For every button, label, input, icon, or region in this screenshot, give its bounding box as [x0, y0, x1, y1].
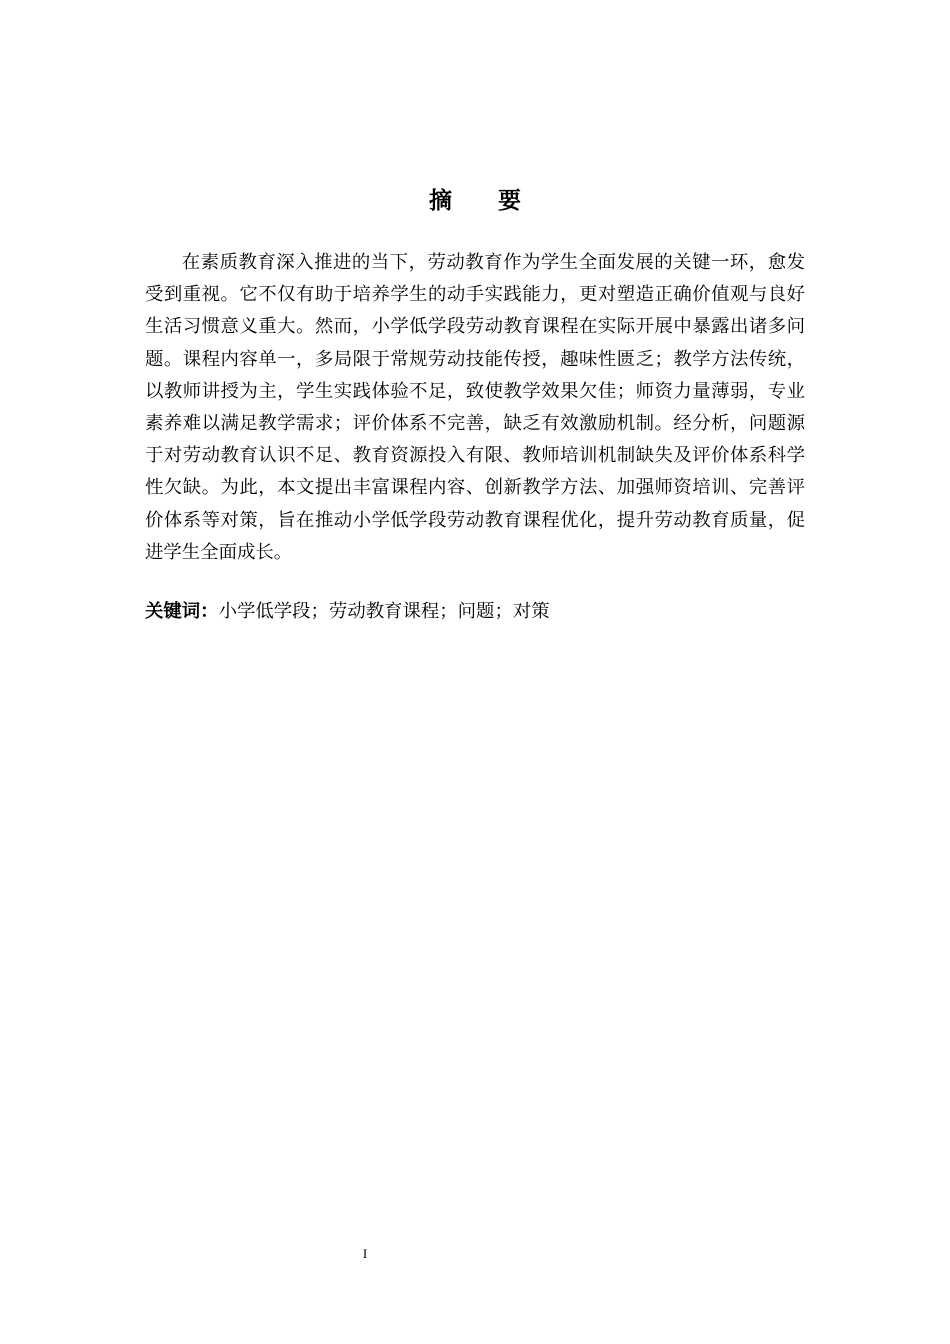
keywords-line [145, 598, 805, 626]
title-char-1: 摘 [429, 188, 452, 214]
abstract-paragraph: 在素质教育深入推进的当下，劳动教育作为学生全面发展的关键一环，愈发受到重视。它不仅有助于培养学生的动手实践能力，更对塑造正确价值观与良好生活习惯意义重大。然而，小学低学段劳动教育课程在实际开展中暴露出诸多问题。课程内容单一，多局限于常规劳动技能传授，趣味性匮乏；教学方法传统，以教师讲授为主，学生实践体验不足，致使教学效果欠佳；师资力量薄弱，专业素养难以满足教学需求；评价体系不完善，缺乏有效激励机制。经分析，问题源于对劳动教育认识不足、教育资源投入有限、教师培训机制缺失及评价体系科学性欠缺。为此，本文提出丰富课程内容、创新教学方法、加强师资培训、完善评价体系等对策，旨在推动小学低学段劳动教育课程优化，提升劳动教育质量，促进学生全面成长。 [145, 252, 805, 563]
page-number: I [362, 1246, 368, 1261]
title-char-2: 要 [498, 188, 521, 214]
keywords-value: 小学低学段；劳动教育课程；问题；对策 [218, 601, 550, 622]
page-title [0, 182, 950, 215]
keywords-label: 关键词： [145, 601, 219, 622]
